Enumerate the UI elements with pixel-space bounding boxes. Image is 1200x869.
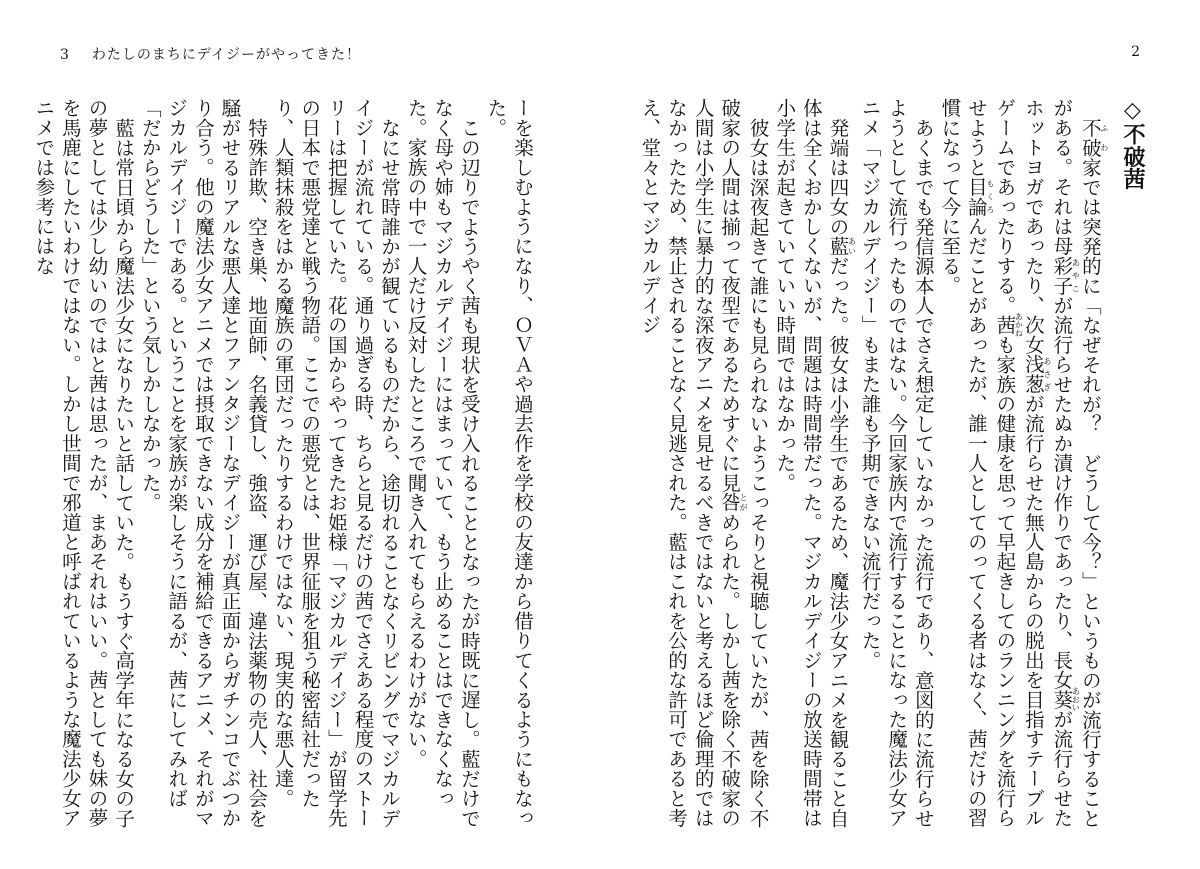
page-number-right: 2 — [1131, 44, 1140, 60]
paragraph: あくまでも発信源本人でさえ想定していなかった流行であり、意図的に流行らせようとして流行ったものではない。今回家族内で流行することになった魔法少女アニメ「マジカルデイジー」もまた誰も予期できない流行だった。 — [858, 98, 935, 828]
paragraph: ーを楽しむようになり、ＯＶＡや過去作を学校の友達から借りてくるようにもなった。 — [484, 98, 534, 828]
page-number-left: 3 — [60, 47, 70, 63]
paragraph: 彼女は深夜起きて誰にも見られないようこっそりと視聴していたが、茜を除く不破家の人間は揃って夜型であるためすぐに見咎とがめられた。しかし茜を除く不破家の人間は小学生に暴力的な深夜アニメを見せるべきではないと考えるほど倫理的ではなかったため、禁止されることなく見逃された。藍はこれを公的な許可であると考え、堂々とマジカルデイジ — [638, 98, 770, 828]
paragraph: 発端は四女の藍あいだった。彼女は小学生であるため、魔法少女アニメを観ること自体は全くおかしくないが、問題は時間帯だった。マジカルデイジーの放送時間帯は小学生が起きていていい時間ではなかった。 — [773, 98, 857, 828]
paragraph: この辺りでようやく茜も現状を受け入れることとなったが時既に遅し。藍だけでなく母や姉もマジカルデイジーにはまっていて、もう止めることはできなくなった。家族の中で一人だけ反対したところで聞き入れてもらえるわけがない。 — [404, 98, 481, 828]
section-title: ◇不破茜 — [1120, 98, 1145, 190]
paragraph: なにせ常時誰かが観ているものだから、途切れることなくリビングでマジカルデイジーが流れている。通り過ぎる時、ちらと見るだけの茜でさえある程度のストーリーは把握していた。花の国からやってきたお姫様「マジカルデイジー」が留学先の日本で悪党達と戦う物語。ここでの悪党とは、世界征服を狙う秘密結社だったり、人類抹殺をはかる魔族の軍団だったりするわけではない、現実的な悪人達。 — [271, 98, 402, 828]
left-body-text — [32, 98, 535, 838]
running-title: わたしのまちにデイジーがやってきた！ — [91, 47, 361, 63]
right-body-text — [638, 98, 1145, 838]
paragraph: 藍は常日頃から魔法少女になりたいと話していた。もうすぐ高学年になる女の子の夢としては少し幼いのではと茜は思ったが、まあそれはいい。茜としても妹の夢を馬鹿にしたいわけではない。しかし世間で邪道と呼ばれているような魔法少女アニメでは参考にはな — [32, 98, 136, 828]
right-page — [600, 0, 1200, 869]
running-header — [60, 44, 361, 64]
paragraph: 特殊詐欺、空き巣、地面師、名義貸し、強盗、運び屋、違法薬物の売人、社会を騒がせるリアルな悪人達とファンタジーなデイジーが真正面からガチンコでぶつかり合う。他の魔法少女アニメでは摂取できない成分を補給できるアニメ、それがマジカルデイジーである。ということを家族が楽しそうに語るが、茜にしてみれば「だからどうした」という気しかしなかった。 — [138, 98, 269, 828]
paragraph: 不破ふわ家では突発的に「なぜそれが？ どうして今？」というものが流行することがある。それは母彩子あやこが流行らせたぬか漬け作りであったり、長女葵あおいが流行らせたホットヨガであったり、次女浅葱あさぎが流行らせた無人島からの脱出を目指すテーブルゲームであったりする。茜あかねも家族の健康を思って早起きしてのランニングを流行らせようと目論もくろんだことがあったが、誰一人としてのってくる者はなく、茜だけの習慣になって今に至る。 — [938, 98, 1109, 828]
